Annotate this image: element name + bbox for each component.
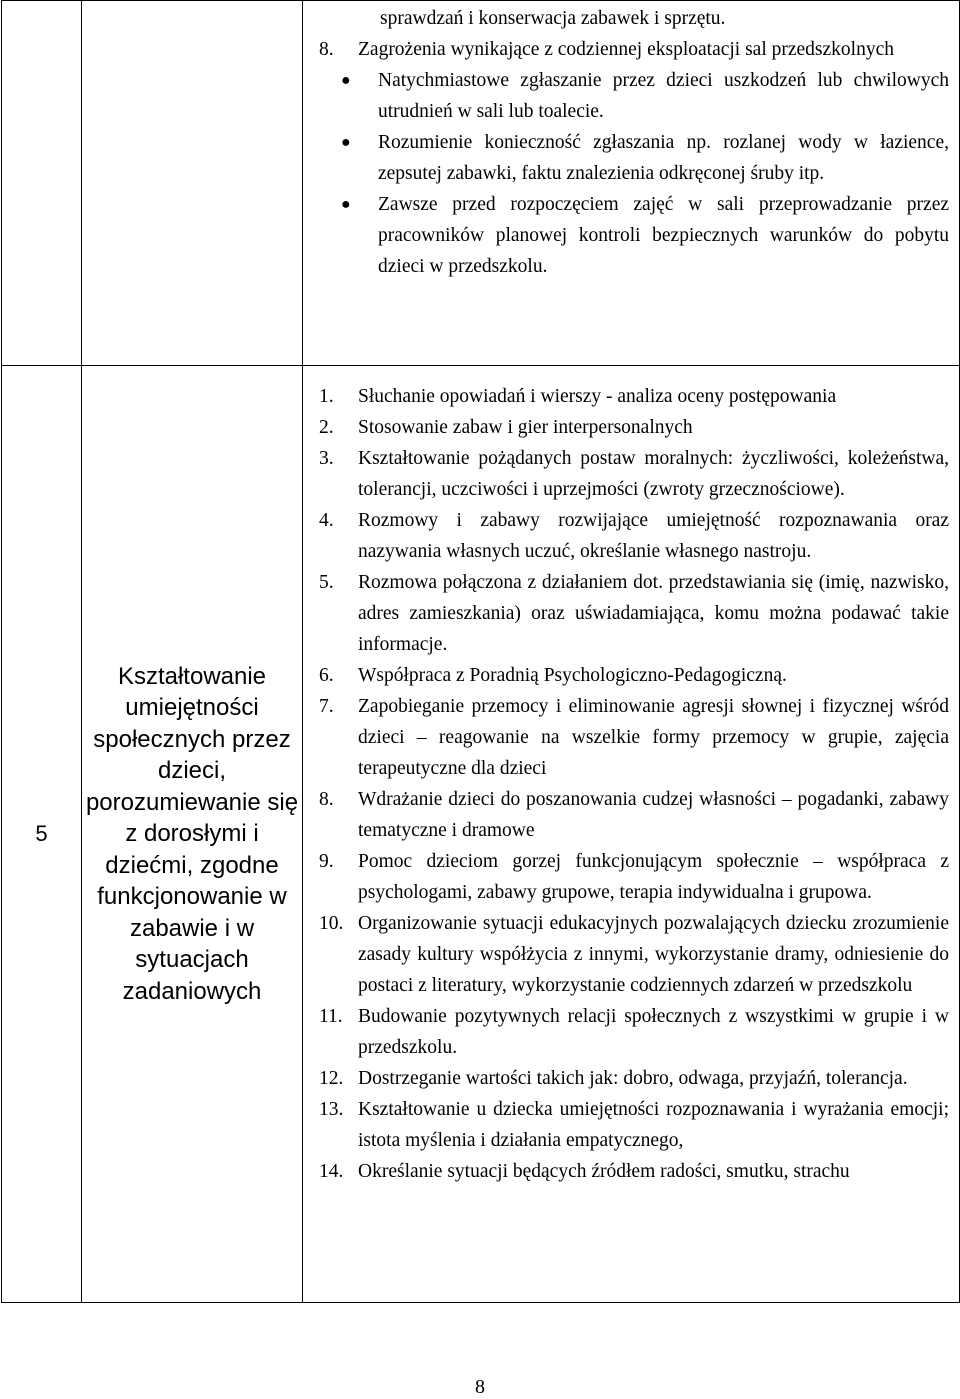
item-number: 2. bbox=[319, 417, 334, 438]
item-number: 1. bbox=[319, 386, 334, 407]
list-item bbox=[319, 846, 949, 908]
item-text: Stosowanie zabaw i gier interpersonalnych bbox=[358, 417, 693, 438]
bullet-icon: ● bbox=[341, 196, 351, 213]
list-item bbox=[319, 1063, 949, 1094]
number-cell bbox=[2, 1, 82, 366]
page-number: 8 bbox=[475, 1376, 485, 1398]
list-item bbox=[319, 784, 949, 846]
bullet-item bbox=[319, 189, 949, 282]
topic-text: Kształtowanie umiejętności społecznych przez dzieci, porozumiewanie się z dorosłymi i dziećmi, zgodne funkcjonowanie w zabawie i w sytuacjach zadaniowych bbox=[82, 366, 303, 1303]
item-text: Dostrzeganie wartości takich jak: dobro, odwaga, przyjaźń, tolerancja. bbox=[358, 1068, 908, 1089]
item-text: Budowanie pozytywnych relacji społecznych z wszystkimi w grupie i w przedszkolu. bbox=[358, 1006, 949, 1058]
tasks-cell bbox=[303, 366, 960, 1303]
list-item bbox=[319, 34, 949, 65]
bullet-icon: ● bbox=[341, 134, 351, 151]
item-number: 9. bbox=[319, 851, 334, 872]
list-item bbox=[319, 412, 949, 443]
topic-cell bbox=[82, 1, 303, 366]
item-text: Zagrożenia wynikające z codziennej eksploatacji sal przedszkolnych bbox=[358, 39, 895, 60]
item-text: Rozmowa połączona z działaniem dot. przedstawiania się (imię, nazwisko, adres zamieszkania) oraz uświadamiająca, komu można podawać takie informacje. bbox=[358, 572, 949, 655]
item-number: 4. bbox=[319, 510, 334, 531]
item-number: 3. bbox=[319, 448, 334, 469]
item-text: Słuchanie opowiadań i wierszy - analiza oceny postępowania bbox=[358, 386, 837, 407]
item-number: 14. bbox=[319, 1161, 344, 1182]
item-text: Pomoc dzieciom gorzej funkcjonującym społecznie – współpraca z psychologami, zabawy grupowe, terapia indywidualna i grupowa. bbox=[358, 851, 949, 903]
program-table bbox=[1, 0, 960, 1303]
list-item bbox=[319, 1001, 949, 1063]
item-text: Kształtowanie pożądanych postaw moralnych: życzliwości, koleżeństwa, tolerancji, uczciwości i uprzejmości (zwroty grzecznościowe). bbox=[358, 448, 949, 500]
tasks-cell bbox=[303, 1, 960, 366]
item-text: Organizowanie sytuacji edukacyjnych pozwalających dziecku zrozumienie zasady kultury współżycia z innymi, wykorzystanie dramy, odniesienie do postaci z literatury, wykorzystanie codziennych zdarzeń w przedszkolu bbox=[358, 913, 949, 996]
bullet-icon: ● bbox=[341, 72, 351, 89]
item-number: 12. bbox=[319, 1068, 344, 1089]
table-row bbox=[2, 366, 960, 1303]
item-text: Zapobieganie przemocy i eliminowanie agresji słownej i fizycznej wśród dzieci – reagowanie na wszelkie formy przemocy w grupie, zajęcia terapeutyczne dla dzieci bbox=[358, 696, 949, 779]
list-item bbox=[319, 660, 949, 691]
item-text: Wdrażanie dzieci do poszanowania cudzej własności – pogadanki, zabawy tematyczne i dramowe bbox=[358, 789, 949, 841]
item-number: 6. bbox=[319, 665, 334, 686]
item-number: 11. bbox=[319, 1006, 343, 1027]
item-number: 8. bbox=[319, 39, 334, 60]
item-text: Kształtowanie u dziecka umiejętności rozpoznawania i wyrażania emocji; istota myślenia i działania empatycznego, bbox=[358, 1099, 949, 1151]
list-item bbox=[319, 1094, 949, 1156]
list-item bbox=[319, 505, 949, 567]
bullet-text: Natychmiastowe zgłaszanie przez dzieci uszkodzeń lub chwilowych utrudnień w sali lub toalecie. bbox=[378, 70, 949, 122]
list-item bbox=[319, 691, 949, 784]
list-item bbox=[319, 908, 949, 1001]
continuation-text: sprawdzań i konserwacja zabawek i sprzętu. bbox=[380, 8, 726, 29]
item-text: Współpraca z Poradnią Psychologiczno-Pedagogiczną. bbox=[358, 665, 787, 686]
item-number: 7. bbox=[319, 696, 334, 717]
item-text: Rozmowy i zabawy rozwijające umiejętność rozpoznawania oraz nazywania własnych uczuć, określanie własnego nastroju. bbox=[358, 510, 949, 562]
list-item bbox=[319, 381, 949, 412]
table-row bbox=[2, 1, 960, 366]
list-item bbox=[319, 1156, 949, 1187]
item-number: 8. bbox=[319, 789, 334, 810]
item-number: 10. bbox=[319, 913, 344, 934]
row-number: 5 bbox=[2, 366, 82, 1303]
bullet-text: Zawsze przed rozpoczęciem zajęć w sali przeprowadzanie przez pracowników planowej kontroli bezpiecznych warunków do pobytu dzieci w przedszkolu. bbox=[378, 194, 949, 277]
tasks-list bbox=[303, 366, 959, 1187]
list-item bbox=[319, 567, 949, 660]
bullet-item bbox=[319, 65, 949, 127]
bullet-text: Rozumienie konieczność zgłaszania np. rozlanej wody w łazience, zepsutej zabawki, faktu znalezienia odkręconej śruby itp. bbox=[378, 132, 949, 184]
item-text: Określanie sytuacji będących źródłem radości, smutku, strachu bbox=[358, 1161, 850, 1182]
item-number: 13. bbox=[319, 1099, 344, 1120]
list-item bbox=[319, 443, 949, 505]
item-number: 5. bbox=[319, 572, 334, 593]
bullet-item bbox=[319, 127, 949, 189]
